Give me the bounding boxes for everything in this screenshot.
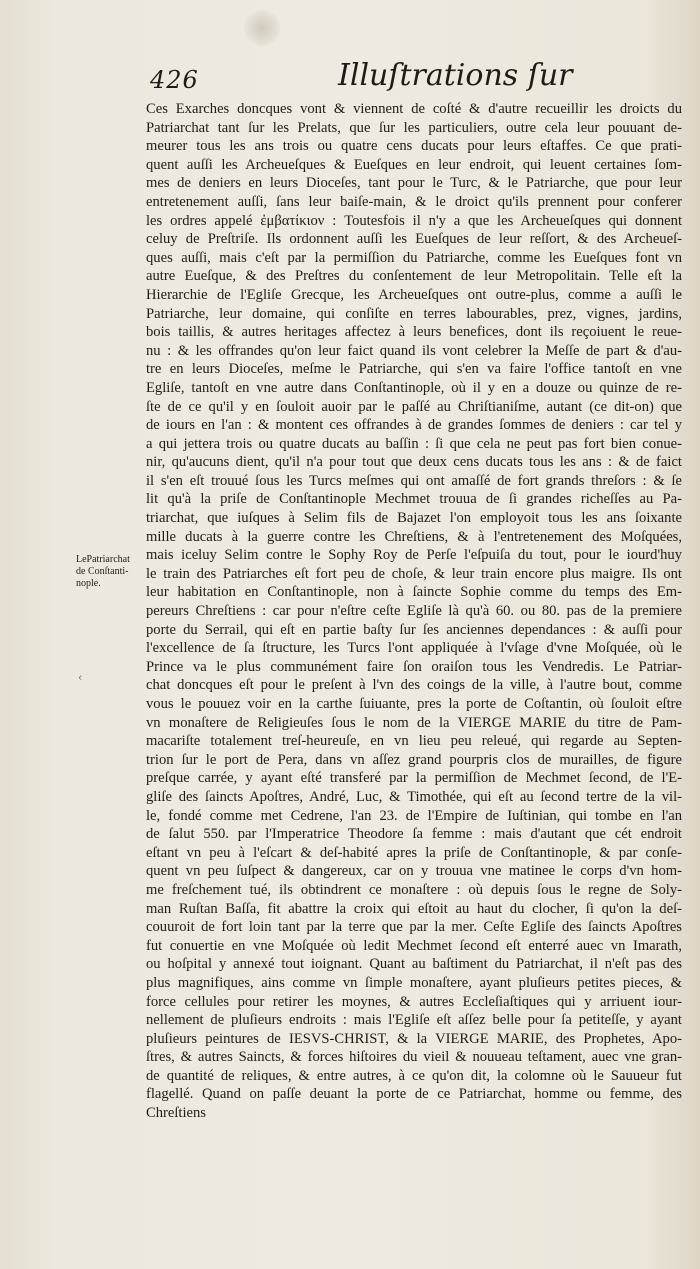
text-line: tre en leurs Dioceſes, meſme le Patriarche, qui s'en va faire l'office tantoſt en vne: [146, 361, 682, 378]
text-line: me freſchement tué, ils obtindrent ce monaſtere : où depuis ſous le regne de Soly-: [146, 881, 682, 898]
text-line: Ces Exarches doncques vont & viennent de coſté & d'autre recueillir les droicts du: [146, 101, 682, 117]
text-line: meurer tous les ans trois ou quatre cens ducats pour leurs eſtaffes. Ce que prati-: [146, 138, 682, 155]
text-line: Patriarchat tant ſur les Prelats, que ſur les particuliers, outre cela leur pouuant de-: [146, 119, 682, 136]
text-line: pluſieurs peintures de IESVS-CHRIST, & la VIERGE MARIE, des Prophetes, Apo-: [146, 1030, 682, 1047]
text-line: quent auſſi les Archeueſques & Eueſques en leur endroit, qui leuent certaines ſom-: [146, 156, 682, 173]
text-line: pereurs Chreſtiens : car pour n'eſtre ceſte Egliſe là qu'à 60. ou 80. pas de la premiere: [146, 603, 682, 620]
text-line: nir, qu'aucuns dient, qu'il n'a pour tout que deux cens ducats tous les ans : & de faict: [146, 454, 682, 471]
text-line: de quantité de reliques, & entre autres, à ce qu'on dit, la colomne où le Sauueur fut: [146, 1067, 682, 1084]
text-line: vous le pouuez voir en la carthe ſuiuante, pres la porte de Coſtantin, où ſouloit eſtre: [146, 696, 682, 712]
text-line: bois taillis, & autres heritages affectez à leurs benefices, dont ils reçoiuent le reue-: [146, 324, 682, 341]
text-line: autre Eueſque, & des Preſtres du conſentement de leur Metropolitain. Telle eſt la: [146, 268, 682, 285]
text-line: mes de deniers en leurs Dioceſes, tant pour le Turc, & le Patriarche, que pour leur: [146, 175, 682, 192]
text-line: leur habitation en Conſtantinople, non à ſaincte Sophie comme du temps des Em-: [146, 584, 682, 601]
text-line: celuy de Preſtriſe. Ils ordonnent auſſi les Eueſques de leur reſſort, & des Archeueſ-: [146, 231, 682, 248]
text-line: mille ducats à la guerre contre les Chreſtiens, & à l'entretenement des Moſquées,: [146, 528, 682, 545]
text-line: Hierarchie de l'Egliſe Grecque, les Archeueſques ont outre-plus, comme a auſſi le: [146, 286, 682, 303]
text-line: preſque carrée, y ayant eſté transferé par la permiſſion de Mechmet ſecond, de l'E-: [146, 770, 682, 787]
text-line: Egliſe, tantoſt en vne autre dans Conſtantinople, où il y en a douze ou quinze de re-: [146, 379, 682, 396]
page-number: 426: [150, 66, 199, 94]
text-line: force cellules pour retirer les moynes, & autres Eccleſiaſtiques qui y arriuent iour-: [146, 993, 682, 1010]
text-line: man Ruſtan Baſſa, fit abattre la croix qui eſtoit au haut du clocher, ſi qu'on la deſ-: [146, 900, 682, 917]
text-line: ques auſſi, mais c'eſt par la permiſſion du Patriarche, comme les Eueſques font vn: [146, 249, 682, 266]
text-line: lit qu'à la priſe de Conſtantinople Mechmet trouua de ſi grandes richeſſes au Pa-: [146, 491, 682, 508]
text-line: chat doncques eſt pour le preſent à l'vn des coings de la ville, à l'autre bout, comme: [146, 677, 682, 694]
text-line: les ordres appelé ἐμβατίκιον : Toutesfois il n'y a que les Archeueſques qui donnent: [146, 212, 682, 229]
text-line: Prince va le plus communément faire ſon oraiſon tous les Vendredis. Le Patriar-: [146, 658, 682, 675]
running-head: Illuſtrations ſur: [338, 58, 573, 93]
text-line: gliſe des ſaincts Apoſtres, André, Luc, & Timothée, qui eſt au ſecond tertre de la vil-: [146, 788, 682, 805]
text-line: vn monaſtere de Religieuſes ſous le nom de la VIERGE MARIE du titre de Pam-: [146, 714, 682, 731]
text-line: mais iceluy Selim contre le Sophy Roy de Perſe l'eſpuiſa du tout, pour le iourd'huy: [146, 547, 682, 564]
text-line: eſtant vn peu à l'eſcart & deſ-habité apres la priſe de Conſtantinople, & par conſe-: [146, 844, 682, 861]
text-line: de iours en l'an : & montent ces offrandes à de grandes ſommes de deniers : car tel y: [146, 417, 682, 434]
text-line: quent vn peu ſuſpect & dangereux, car on y trouua vne matinee le corps d'vn hom-: [146, 863, 682, 880]
margin-note: [76, 554, 146, 590]
text-line: l'excellence de ſa ſtructure, les Turcs l'ont appliquée à l'vſage d'vne Moſquée, où le: [146, 640, 682, 657]
text-line: a qui jettera trois ou quatre ducats au baſſin : ſi que cela ne peut pas fort bien conue-: [146, 435, 682, 452]
text-line: le train des Patriarches eſt fort peu de choſe, & leur train encore plus maigre. Ils ont: [146, 565, 682, 582]
text-line: triarchat, que iuſques à Selim fils de Bajazet l'on employoit tous les ans ſoixante: [146, 510, 682, 527]
text-line: Patriarche, leur domaine, qui conſiſte en terres labourables, prez, vignes, jardins,: [146, 305, 682, 322]
text-line: nellement de pluſieurs endroits : mais l'Egliſe eſt aſſez belle pour ſa petiteſſe, y ayant: [146, 1012, 682, 1029]
body-text: [146, 100, 682, 1123]
text-line: Chreſtiens: [146, 1105, 206, 1122]
text-line: plus magnifiques, ains comme vn ſimple monaſtere, ayant pluſieurs petites pieces, &: [146, 974, 682, 991]
text-line: il s'en eſt trouué ſous les Turcs meſmes qui ont amaſſé de fort grands threſors : & ſe: [146, 472, 682, 489]
ornament-icon: [244, 10, 280, 46]
margin-note-line: LePatriarchat: [76, 554, 130, 565]
text-line: flagellé. Quand on paſſe deuant la porte de ce Patriarchat, homme ou femme, des: [146, 1086, 682, 1103]
text-line: macariſte totalement treſ-heureuſe, en vn lieu peu releué, qui regarde au Septen-: [146, 733, 682, 750]
text-line: porte du Serrail, qui eſt en partie baſty ſur ſes anciennes dependances : & auſſi pour: [146, 621, 682, 638]
text-line: nu : & les offrandes qu'on leur faict quand ils vont celebrer la Meſſe de part & d'au-: [146, 342, 682, 359]
margin-note-line: nople.: [76, 578, 101, 589]
text-line: le, fondé comme met Cedrene, l'an 23. de l'Empire de Iuſtinian, qui tombe en l'an: [146, 807, 682, 824]
stray-mark: ‹: [78, 671, 83, 684]
text-line: ou hoſpital y annexé tout ioignant. Quant au baſtiment du Patriarchat, il n'eſt pas des: [146, 956, 682, 973]
text-line: ſtres, & autres Saincts, & forces hiſtoires du vieil & nouueau teſtament, auec vne gran-: [146, 1049, 682, 1066]
text-line: entretenement auſſi, ſans leur baiſe-main, & le droict qu'ils prennent pour conferer: [146, 193, 682, 210]
text-line: ſte de ce qu'il y en ſouloit auoir par le paſſé au Chriſtianiſme, autant (ce dit-on) que: [146, 398, 682, 415]
margin-note-line: de Conſtanti-: [76, 566, 129, 577]
text-line: couuroit de fort loin tant par la terre que par la mer. Ceſte Egliſe des ſaincts Apoſtres: [146, 919, 682, 936]
text-line: trion ſur le port de Pera, dans vn aſſez grand pourpris clos de murailles, de figure: [146, 751, 682, 768]
text-line: de ſalut 550. par l'Imperatrice Theodore ſa femme : mais d'autant que cét endroit: [146, 826, 682, 843]
text-line: fut conuertie en vne Moſquée où ledit Mechmet ſecond eſt enterré auec vn Imarath,: [146, 937, 682, 954]
